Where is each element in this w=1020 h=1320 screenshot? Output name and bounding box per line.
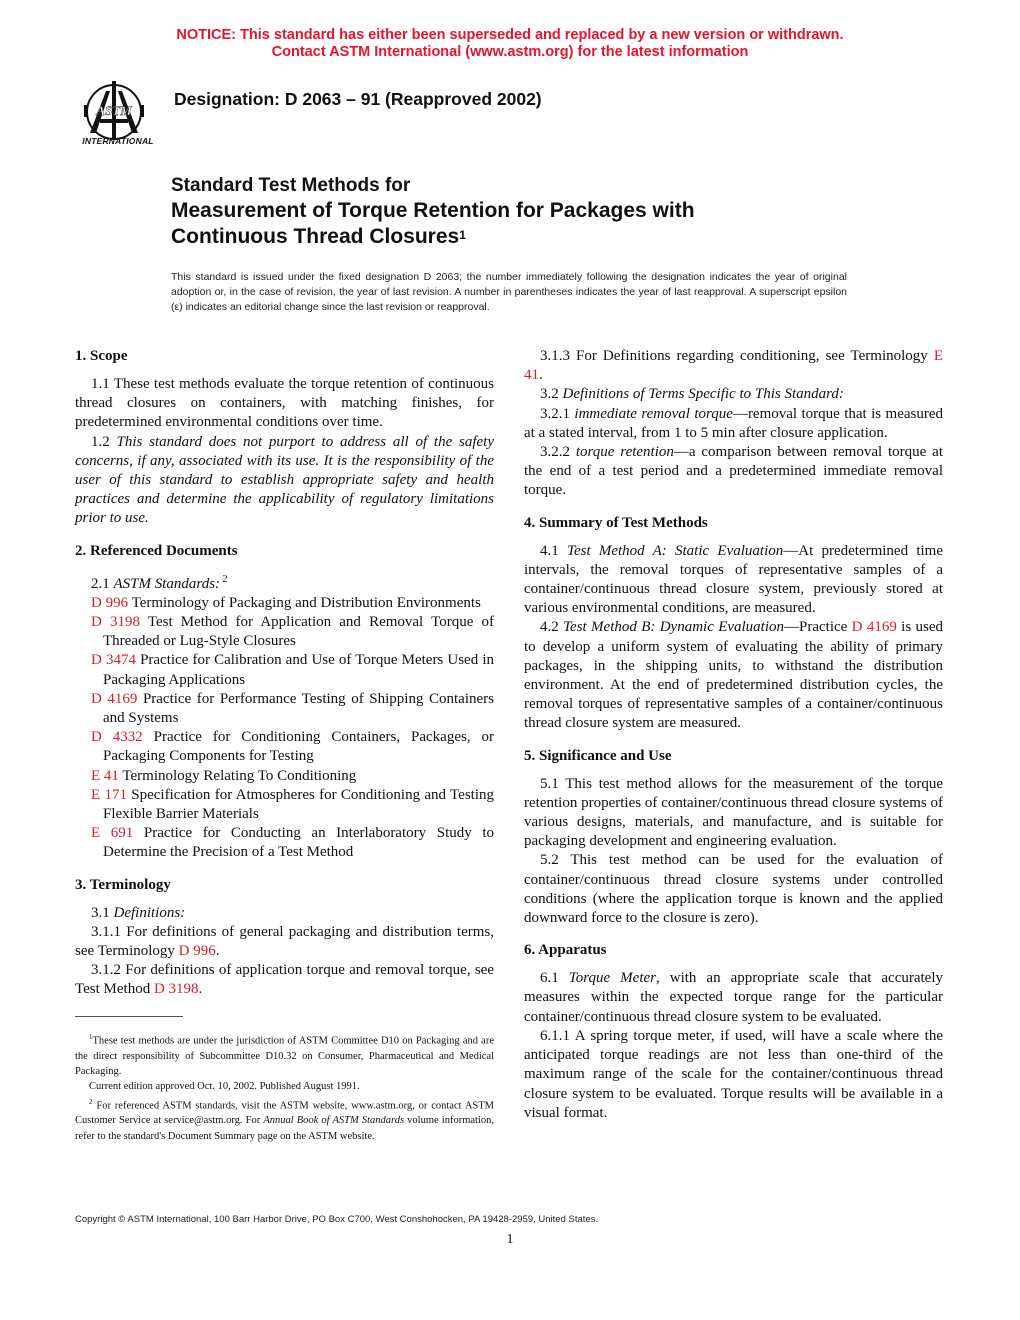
ref-item (75, 651, 494, 689)
apparatus-heading: 6. Apparatus (524, 942, 607, 959)
title-footnote-mark: 1 (459, 228, 466, 242)
summary-heading: 4. Summary of Test Methods (524, 514, 708, 531)
ref-item (75, 594, 494, 613)
copyright-line: Copyright © ASTM International, 100 Barr Harbor Drive, PO Box C700, West Conshohocken, PA 19428-2959, United States. (75, 1214, 599, 1225)
significance-5-1: 5.1 This test method allows for the measurement of the torque retention properties of container/continuous thread closure systems of various designs, materials, and manufacture, and is suitable for packaging development and engineering evaluation. (524, 775, 943, 850)
summary-4-2-text: —Practice (784, 619, 852, 636)
summary-4-2-title: Test Method B: Dynamic Evaluation (563, 619, 785, 636)
term-link-d996[interactable]: D 996 (178, 943, 216, 960)
significance-heading: 5. Significance and Use (524, 747, 672, 764)
ref-item (75, 767, 494, 786)
notice-line-1: NOTICE: This standard has either been superseded and replaced by a new version or withdrawn. (176, 27, 844, 43)
logo-text: ASTM (96, 103, 132, 118)
footnote-1 (75, 1030, 494, 1079)
term-3-2-1 (524, 405, 943, 443)
footnote-2 (75, 1095, 494, 1144)
apparatus-6-1 (524, 969, 943, 1027)
ref-link-d3474[interactable]: D 3474 (91, 652, 136, 669)
term-3-2 (524, 385, 943, 404)
title-line-3: Continuous Thread Closures (171, 225, 460, 248)
refdocs-2-1 (75, 570, 494, 594)
apparatus-6-1-num: 6.1 (540, 970, 569, 987)
footnote-divider (75, 1016, 183, 1017)
ref-text: Test Method for Application and Removal Torque of Threaded or Lug-Style Closures (103, 614, 494, 650)
ref-link-e691[interactable]: E 691 (91, 825, 134, 842)
term-3-1-num: 3.1 (91, 904, 114, 921)
footnote-2-mark: 2 (89, 1097, 93, 1106)
apparatus-6-1-text: , with an appropriate scale that accurately measures within the expected torque range for the particular container/continuous thread closure system to be evaluated. (524, 970, 943, 1025)
scope-1-2 (75, 433, 494, 529)
term-link-e41[interactable]: E 41 (524, 348, 943, 384)
summary-4-1-title: Test Method A: Static Evaluation (566, 542, 784, 559)
footnote-1-mark: 1 (89, 1033, 93, 1041)
scope-1-2-text: This standard does not purport to address all of the safety concerns, if any, associated with its use. It is the responsibility of the user of this standard to establish appropriate safety and health practices and determine the applicability of regulatory limitations prior to use. (75, 433, 495, 527)
terminology-heading: 3. Terminology (75, 876, 171, 893)
ref-link-e41[interactable]: E 41 (91, 767, 119, 784)
standard-title (171, 174, 695, 250)
term-3-1-1-end: . (215, 943, 220, 960)
term-3-2-2-text: —a comparison between removal torque at the end of a test period and a predetermined immediate removal torque. (524, 444, 943, 499)
term-3-2-title: Definitions of Terms Specific to This Standard: (562, 386, 844, 403)
ref-text: Specification for Atmospheres for Conditioning and Testing Flexible Barrier Materials (103, 786, 494, 823)
left-column (75, 347, 494, 1000)
refdocs-heading: 2. Referenced Documents (75, 542, 238, 559)
significance-5-2: 5.2 This test method can be used for the evaluation of container/continuous thread closure systems under controlled conditions (where the application torque is known and the applied downward force to the closure is zero). (524, 852, 943, 927)
term-3-1-2-text: 3.1.2 For definitions of application torque and removal torque, see Test Method (75, 962, 494, 998)
summary-4-1-num: 4.1 (540, 542, 567, 559)
term-3-2-2-term: torque retention (575, 444, 674, 461)
ref-text: Terminology Relating To Conditioning (118, 767, 357, 784)
term-link-d3198[interactable]: D 3198 (153, 981, 199, 998)
ref-item (75, 690, 494, 728)
footnote-1-approval: Current edition approved Oct. 10, 2002. Published August 1991. (89, 1081, 360, 1093)
ref-text: Practice for Performance Testing of Shipping Containers and Systems (103, 690, 494, 727)
summary-4-1 (524, 542, 943, 619)
page-number: 1 (506, 1232, 514, 1247)
footnote-2-text-a: For referenced ASTM standards, visit the ASTM website, www.astm.org, or contact ASTM Customer Service at service@astm.org. For (75, 1100, 494, 1127)
ref-link-e171[interactable]: E 171 (91, 786, 127, 803)
summary-4-2-num: 4.2 (540, 619, 564, 636)
ref-link-d3198[interactable]: D 3198 (91, 614, 140, 631)
apparatus-6-1-1: 6.1.1 A spring torque meter, if used, will have a scale where the anticipated torque readings are not less than one-third of the maximum range of the scale for the container/continuous thread closure system to be evaluated. Torque results will be available in a visual format. (524, 1027, 943, 1121)
term-3-1-3 (524, 347, 943, 385)
term-3-1-3-text: 3.1.3 For Definitions regarding conditioning, see Terminology (540, 348, 934, 364)
term-3-2-1-text: —removal torque that is measured at a stated interval, from 1 to 5 min after closure application. (524, 405, 944, 441)
ref-link-d4169[interactable]: D 4169 (91, 690, 138, 707)
withdrawal-notice (0, 27, 1020, 61)
ref-text: Terminology of Packaging and Distribution Environments (128, 594, 481, 611)
term-3-1-1 (75, 923, 494, 961)
ref-item (75, 728, 494, 766)
term-3-1-3-end: . (539, 367, 543, 384)
term-3-2-1-term: immediate removal torque (574, 405, 733, 422)
ref-item (75, 613, 494, 651)
footnote-2-text-b: volume information, refer to the standard's Document Summary page on the ASTM website. (75, 1115, 494, 1142)
right-column (524, 347, 943, 1123)
summary-4-2 (524, 618, 943, 733)
term-3-2-num: 3.2 (540, 386, 563, 403)
ref-item (75, 786, 494, 824)
title-line-2: Measurement of Torque Retention for Packages with (171, 199, 695, 222)
term-3-2-2 (524, 443, 943, 501)
ref-item (75, 824, 494, 862)
footnote-1-text: These test methods are under the jurisdiction of ASTM Committee D10 on Packaging and are the direct responsibility of Subcommittee D10.32 on Consumer, Pharmaceutical and Medical Packaging. (75, 1035, 494, 1078)
footnotes (75, 1030, 494, 1144)
designation: Designation: D 2063 – 91 (Reapproved 2002) (174, 89, 542, 109)
scope-heading: 1. Scope (75, 348, 128, 364)
apparatus-6-1-term: Torque Meter (568, 970, 656, 987)
refdocs-2-1-num: 2.1 (91, 575, 114, 592)
notice-line-2: Contact ASTM International (www.astm.org) for the latest information (271, 44, 749, 60)
footnote-2-italic: Annual Book of ASTM Standards (263, 1115, 405, 1127)
scope-1-2-num: 1.2 (91, 433, 117, 450)
term-3-1-1-text: 3.1.1 For definitions of general packaging and distribution terms, see Terminology (75, 923, 494, 960)
ref-text: Practice for Conducting an Interlaboratory Study to Determine the Precision of a Test Method (103, 825, 494, 861)
issuance-note: This standard is issued under the fixed designation D 2063; the number immediately following the designation indicates the year of original adoption or, in the case of revision, the year of last revision. A number in parentheses indicates the year of last reapproval. A superscript epsilon (ε) indicates an editorial change since the last revision or reapproval. (171, 271, 847, 313)
summary-4-1-text: —At predetermined time intervals, the removal torques of representative samples of a container/continuous thread closure system, previously stored at various environmental conditions, are measured. (524, 542, 943, 617)
term-3-2-1-num: 3.2.1 (540, 405, 575, 422)
refdocs-footnote-mark: 2 (220, 573, 228, 585)
term-3-2-2-num: 3.2.2 (540, 444, 576, 461)
refdocs-2-1-title: ASTM Standards: (113, 575, 221, 592)
ref-text: Practice for Conditioning Containers, Packages, or Packaging Components for Testing (103, 729, 494, 765)
title-line-1: Standard Test Methods for (171, 175, 411, 196)
term-3-1-title: Definitions: (113, 904, 186, 921)
term-3-1-2-end: . (198, 981, 203, 998)
ref-link-d996[interactable]: D 996 (91, 594, 129, 611)
summary-link-d4169[interactable]: D 4169 (851, 619, 897, 636)
term-3-1 (75, 904, 494, 923)
ref-link-d4332[interactable]: D 4332 (91, 729, 143, 746)
term-3-1-2 (75, 961, 494, 999)
scope-1-1: 1.1 These test methods evaluate the torque retention of continuous thread closures on containers, with matching finishes, for predetermined environmental conditions over time. (75, 376, 494, 431)
ref-text: Practice for Calibration and Use of Torque Meters Used in Packaging Applications (103, 652, 494, 688)
summary-4-2-end: is used to develop a uniform system of evaluating the ability of primary packages, in the shipping units, to withstand the distribution environment. At the end of predetermined distribution cycles, the removal torques of representative samples of a container/continuous thread closure system are measured. (524, 619, 943, 732)
logo-caption: INTERNATIONAL (82, 136, 154, 146)
